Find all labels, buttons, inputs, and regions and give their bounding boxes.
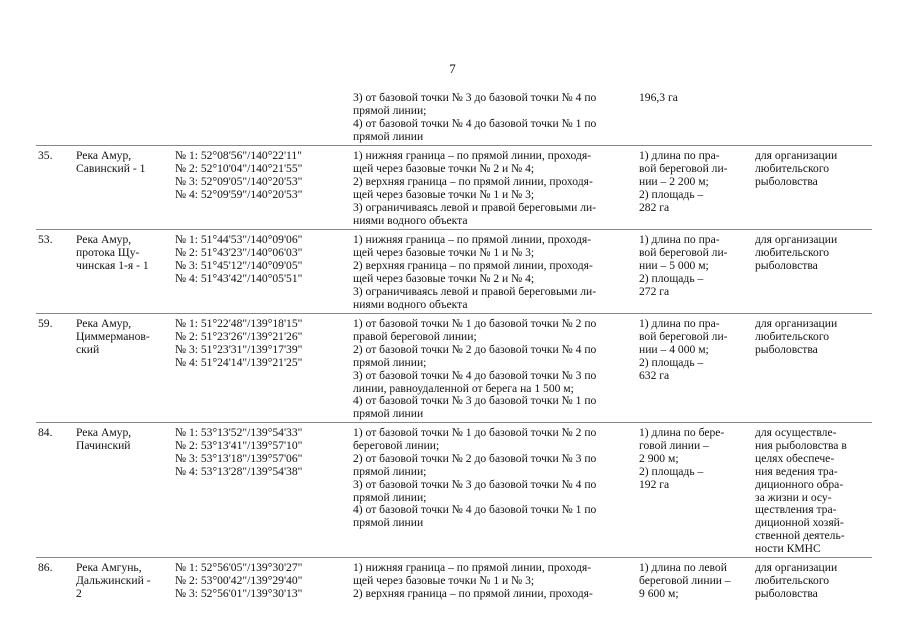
page-number: 7: [449, 61, 456, 76]
boundary-description: 1) нижняя граница – по прямой линии, проходя- щей через базовые точки № 1 и № 3; 2) верхняя граница – по прямой линии, проходя-: [353, 561, 593, 600]
row-number: 86.: [38, 561, 53, 574]
row-divider: [36, 313, 872, 314]
row-divider: [36, 145, 872, 146]
site-name: Река Амур, Савинский - 1: [76, 149, 146, 175]
boundary-description: 1) от базовой точки № 1 до базовой точки № 2 по правой береговой линии; 2) от базовой точки № 2 до базовой точки № 4 по прямой линии; 3) от базовой точки № 4 до базовой точки № 3 по линии, равноудаленной от берега на 1 500 м; 4) от базовой точки № 3 до базовой точки № 1 по прямой линии: [353, 317, 597, 421]
base-point-coordinates: № 1: 51°44'53"/140°09'06" № 2: 51°43'23"/140°06'03" № 3: 51°45'12"/140°09'05" № 4: 51°43'42"/140°05'51": [175, 233, 303, 285]
boundary-description: 1) от базовой точки № 1 до базовой точки № 2 по береговой линии; 2) от базовой точки № 2 до базовой точки № 3 по прямой линии; 3) от базовой точки № 3 до базовой точки № 4 по прямой линии; 4) от базовой точки № 4 до базовой точки № 1 по прямой линии: [353, 426, 597, 530]
purpose: для организации любительского рыболовства: [755, 561, 838, 600]
site-name: Река Амур, Пачинский: [76, 426, 132, 452]
boundary-description: 1) нижняя граница – по прямой линии, проходя- щей через базовые точки № 1 и № 3; 2) верхняя граница – по прямой линии, проходя- щей через базовые точки № 2 и № 4; 3) ограничиваясь левой и правой береговыми ли- ниями водного объекта: [353, 233, 597, 311]
row-number: 84.: [38, 426, 53, 439]
boundary-description: 1) нижняя граница – по прямой линии, проходя- щей через базовые точки № 2 и № 4; 2) верхняя граница – по прямой линии, проходя- щей через базовые точки № 1 и № 3; 3) ограничиваясь левой и правой береговыми ли- ниями водного объекта: [353, 149, 597, 227]
base-point-coordinates: № 1: 52°56'05"/139°30'27" № 2: 53°00'42"/139°29'40" № 3: 52°56'01"/139°30'13": [175, 561, 303, 600]
base-point-coordinates: № 1: 52°08'56"/140°22'11" № 2: 52°10'04"/140°21'55" № 3: 52°09'05"/140°20'53" № 4: 52°09'59"/140°20'53": [175, 149, 303, 201]
area-size: 1) длина по левой береговой линии – 9 600 м;: [639, 561, 731, 600]
row-number: 59.: [38, 317, 53, 330]
site-name: Река Амгунь, Дальжинский - 2: [76, 561, 151, 600]
area-size: 1) длина по пра- вой береговой ли- нии – 2 200 м; 2) площадь – 282 га: [639, 149, 728, 214]
purpose: для организации любительского рыболовства: [755, 149, 838, 188]
row-number: 53.: [38, 233, 53, 246]
site-name: Река Амур, протока Щу- чинская 1-я - 1: [76, 233, 149, 272]
boundary-description: 3) от базовой точки № 3 до базовой точки № 4 по прямой линии; 4) от базовой точки № 4 до базовой точки № 1 по прямой линии: [353, 91, 597, 143]
area-size: 1) длина по пра- вой береговой ли- нии – 5 000 м; 2) площадь – 272 га: [639, 233, 728, 298]
purpose: для осуществле- ния рыболовства в целях обеспече- ния ведения тра- диционного обра- за жизни и осу- ществления тра- диционной хозяй- ственной деятель- ности КМНС: [755, 426, 847, 556]
base-point-coordinates: № 1: 51°22'48"/139°18'15" № 2: 51°23'26"/139°21'26" № 3: 51°23'31"/139°17'39" № 4: 51°24'14"/139°21'25": [175, 317, 303, 369]
site-name: Река Амур, Циммерманов- ский: [76, 317, 150, 356]
area-size: 1) длина по пра- вой береговой ли- нии – 4 000 м; 2) площадь – 632 га: [639, 317, 728, 382]
row-divider: [36, 229, 872, 230]
area-size: 196,3 га: [639, 91, 678, 104]
purpose: для организации любительского рыболовства: [755, 233, 838, 272]
row-divider: [36, 557, 872, 558]
purpose: для организации любительского рыболовства: [755, 317, 838, 356]
row-divider: [36, 422, 872, 423]
area-size: 1) длина по бере- говой линии – 2 900 м; 2) площадь – 192 га: [639, 426, 725, 491]
base-point-coordinates: № 1: 53°13'52"/139°54'33" № 2: 53°13'41"/139°57'10" № 3: 53°13'18"/139°57'06" № 4: 53°13'28"/139°54'38": [175, 426, 303, 478]
row-number: 35.: [38, 149, 53, 162]
